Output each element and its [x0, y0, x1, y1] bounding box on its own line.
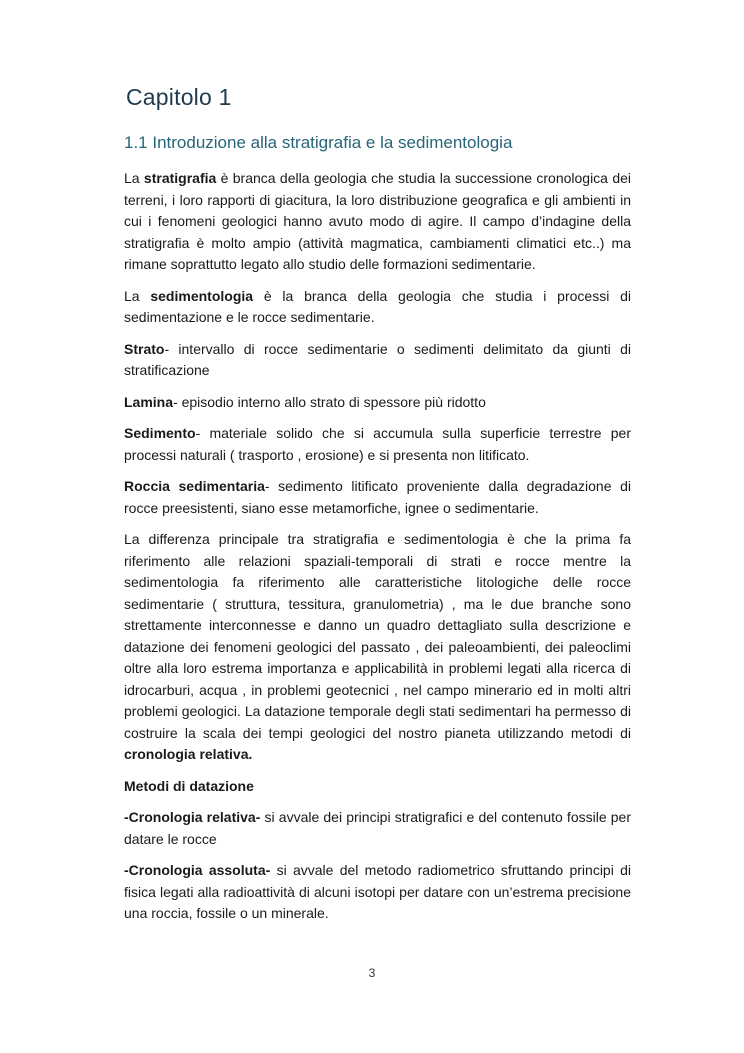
page-content — [124, 84, 631, 935]
section-heading: 1.1 Introduzione alla stratigrafia e la sedimentologia — [124, 133, 513, 152]
text-run: La — [124, 287, 151, 304]
bold-text-run: -Cronologia relativa- — [124, 809, 261, 825]
paragraph — [124, 392, 631, 414]
bold-text-run: Roccia sedimentaria — [124, 478, 265, 494]
bold-text-run: Strato — [124, 340, 165, 357]
paragraph — [124, 476, 631, 519]
text-run: La differenza principale tra stratigrafia e sedimentologia è che la prima fa riferimento alle relazioni spaziali-temporali di strati e rocce mentre la sedimentologia fa riferimento alle caratteristiche litologiche delle rocce sedimentarie ( struttura, tessitura, granulometria) , ma le due branche sono strettamente interconnesse e danno un quadro dettagliato sulla descrizione e datazione dei fenomeni geologici del passato , dei paleoambienti, dei paleoclimi oltre alla loro estrema importanza e applicabilità in problemi legati alla ricerca di idrocarburi, acqua , in problemi geotecnici , nel campo minerario ed in molti altri problemi geologici. La datazione temporale degli stati sedimentari ha permesso di costruire la scala dei tempi geologici del nostro pianeta utilizzando metodi di — [124, 531, 631, 741]
text-run: è la branca della geologia che studia i processi di sedimentazione e le rocce sedimentarie. — [124, 287, 631, 325]
paragraph — [124, 339, 631, 382]
body-paragraphs — [124, 168, 631, 925]
paragraph — [124, 529, 631, 766]
page-number: 3 — [368, 966, 376, 980]
text-run: - sedimento litificato proveniente dalla degradazione di rocce preesistenti, siano esse metamorfiche, ignee o sedimentarie. — [124, 478, 632, 516]
bold-text-run: stratigrafia — [143, 170, 217, 186]
paragraph — [124, 807, 631, 850]
text-run: si avvale dei principi stratigrafici e del contenuto fossile per datare le rocce — [124, 809, 631, 847]
paragraph — [124, 776, 631, 798]
text-run: è branca della geologia che studia la successione cronologica dei terreni, i loro rapporti di giacitura, la loro distribuzione geografica e gli ambienti in cui i fenomeni geologici hanno avuto modo di agire. Il campo d’indagine della stratigrafia è molto ampio (attività magmatica, cambiamenti climatici etc..) ma rimane soprattutto legato allo studio delle formazioni sedimentarie. — [124, 170, 631, 272]
text-run: La — [124, 170, 144, 186]
text-run: - materiale solido che si accumula sulla superficie terrestre per processi naturali ( trasporto , erosione) e si presenta non litificato. — [124, 425, 631, 463]
paragraph — [124, 860, 631, 925]
paragraph — [124, 286, 631, 329]
bold-text-run: sedimentologia — [150, 287, 254, 304]
paragraph — [124, 168, 631, 276]
paragraph — [124, 423, 631, 466]
chapter-title: Capitolo 1 — [126, 84, 232, 110]
bold-text-run: Lamina — [124, 393, 174, 410]
bold-text-run: Metodi di datazione — [124, 777, 254, 794]
text-run: si avvale del metodo radiometrico sfruttando principi di fisica legati alla radioattività di alcuni isotopi per datare con un’estrema precisione una roccia, fossile o un minerale. — [124, 862, 631, 921]
bold-text-run: cronologia relativa. — [124, 746, 253, 762]
text-run: - intervallo di rocce sedimentarie o sedimenti delimitato da giunti di stratificazione — [124, 340, 631, 378]
text-run: - episodio interno allo strato di spessore più ridotto — [173, 393, 486, 410]
bold-text-run: Sedimento — [124, 425, 196, 441]
bold-text-run: -Cronologia assoluta- — [124, 862, 271, 878]
